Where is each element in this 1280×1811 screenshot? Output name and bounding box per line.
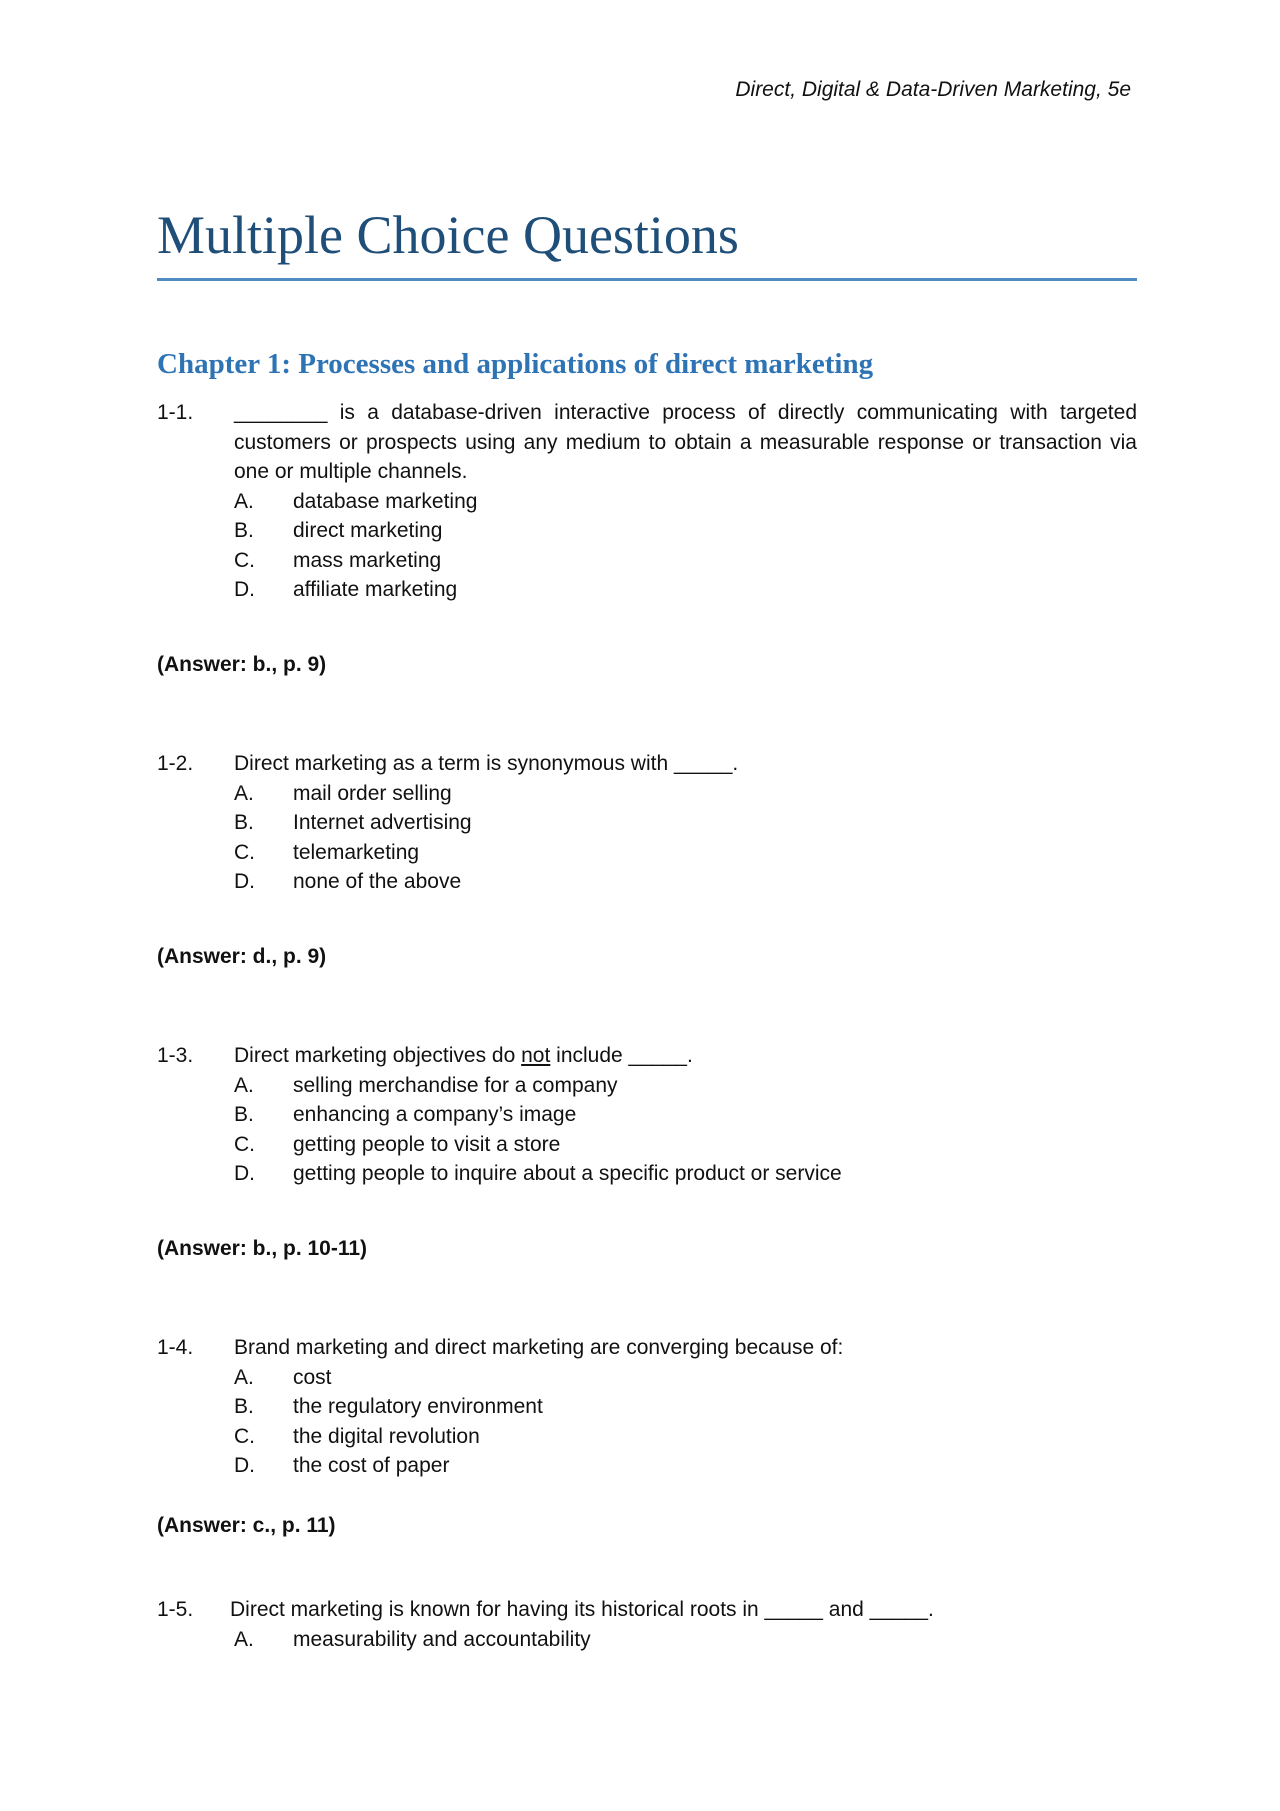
option-text: selling merchandise for a company <box>293 1073 618 1097</box>
option-text: database marketing <box>293 489 478 513</box>
question-text: Brand marketing and direct marketing are converging because of: <box>234 1336 844 1359</box>
question-1-3 <box>157 1041 1137 1189</box>
option-text: enhancing a company’s image <box>293 1103 577 1126</box>
option-text: mass marketing <box>293 548 442 572</box>
option-text: measurability and accountability <box>293 1627 591 1651</box>
question-number: 1-2. <box>157 752 194 775</box>
answer-1-3: (Answer: b., p. 10-11) <box>157 1237 368 1260</box>
question-1-4 <box>157 1333 1137 1481</box>
question-text <box>234 1041 1137 1071</box>
title-underline-rule <box>157 278 1137 281</box>
option-letter: C. <box>234 1424 255 1448</box>
question-number: 1-1. <box>157 401 194 424</box>
question-number: 1-3. <box>157 1044 194 1067</box>
underlined-word: not <box>521 1044 551 1067</box>
option-c <box>157 838 1137 868</box>
option-b <box>157 1100 1137 1130</box>
answer-1-1: (Answer: b., p. 9) <box>157 653 327 676</box>
option-text: none of the above <box>293 870 462 893</box>
option-a <box>157 1625 1137 1655</box>
question-number: 1-4. <box>157 1336 194 1359</box>
option-letter: D. <box>234 870 255 893</box>
question-text: Direct marketing as a term is synonymous with _____. <box>234 752 739 775</box>
option-text: the cost of paper <box>293 1454 450 1477</box>
option-letter: D. <box>234 1162 255 1185</box>
running-header: Direct, Digital & Data-Driven Marketing, 5e <box>735 78 1131 101</box>
question-1-5 <box>157 1595 1137 1654</box>
option-b <box>157 516 1137 546</box>
chapter-heading: Chapter 1: Processes and applications of direct marketing <box>157 348 874 380</box>
option-d <box>157 867 1137 897</box>
question-text: ________ is a database-driven interactive process of directly communicating with targeted customers or prospects using any medium to obtain a measurable response or transaction via one or multiple channels. <box>234 401 1137 483</box>
option-letter: B. <box>234 1395 254 1418</box>
option-letter: D. <box>234 1454 255 1477</box>
option-letter: B. <box>234 811 254 834</box>
option-text: cost <box>293 1365 332 1389</box>
option-letter: A. <box>234 1365 254 1389</box>
option-text: getting people to visit a store <box>293 1132 561 1156</box>
option-text: getting people to inquire about a specific product or service <box>293 1162 842 1185</box>
question-text-part: Direct marketing objectives do <box>234 1044 522 1067</box>
option-d <box>157 1451 1137 1481</box>
question-1-2 <box>157 749 1137 897</box>
option-letter: C. <box>234 548 255 572</box>
option-text: direct marketing <box>293 519 443 542</box>
option-letter: A. <box>234 489 254 513</box>
option-text: Internet advertising <box>293 811 472 834</box>
page-title: Multiple Choice Questions <box>157 205 739 265</box>
option-b <box>157 1392 1137 1422</box>
option-text: affiliate marketing <box>293 578 458 601</box>
option-letter: C. <box>234 1132 255 1156</box>
option-letter: B. <box>234 1103 254 1126</box>
option-a <box>157 1363 1137 1393</box>
option-a <box>157 1071 1137 1101</box>
question-number: 1-5. <box>157 1598 194 1621</box>
option-b <box>157 808 1137 838</box>
question-1-1 <box>157 398 1137 605</box>
option-d <box>157 575 1137 605</box>
option-text: mail order selling <box>293 781 452 805</box>
question-text: Direct marketing is known for having its historical roots in _____ and _____. <box>230 1598 934 1621</box>
option-a <box>157 487 1137 517</box>
option-letter: A. <box>234 1073 254 1097</box>
option-text: telemarketing <box>293 840 420 864</box>
option-text: the digital revolution <box>293 1424 480 1448</box>
option-letter: B. <box>234 519 254 542</box>
option-text: the regulatory environment <box>293 1395 543 1418</box>
option-letter: A. <box>234 1627 254 1651</box>
answer-1-2: (Answer: d., p. 9) <box>157 945 327 968</box>
option-c <box>157 1130 1137 1160</box>
option-c <box>157 1422 1137 1452</box>
option-d <box>157 1159 1137 1189</box>
option-letter: D. <box>234 578 255 601</box>
option-a <box>157 779 1137 809</box>
option-letter: C. <box>234 840 255 864</box>
option-letter: A. <box>234 781 254 805</box>
answer-1-4: (Answer: c., p. 11) <box>157 1514 336 1537</box>
option-c <box>157 546 1137 576</box>
question-text-part: include _____. <box>550 1044 693 1067</box>
